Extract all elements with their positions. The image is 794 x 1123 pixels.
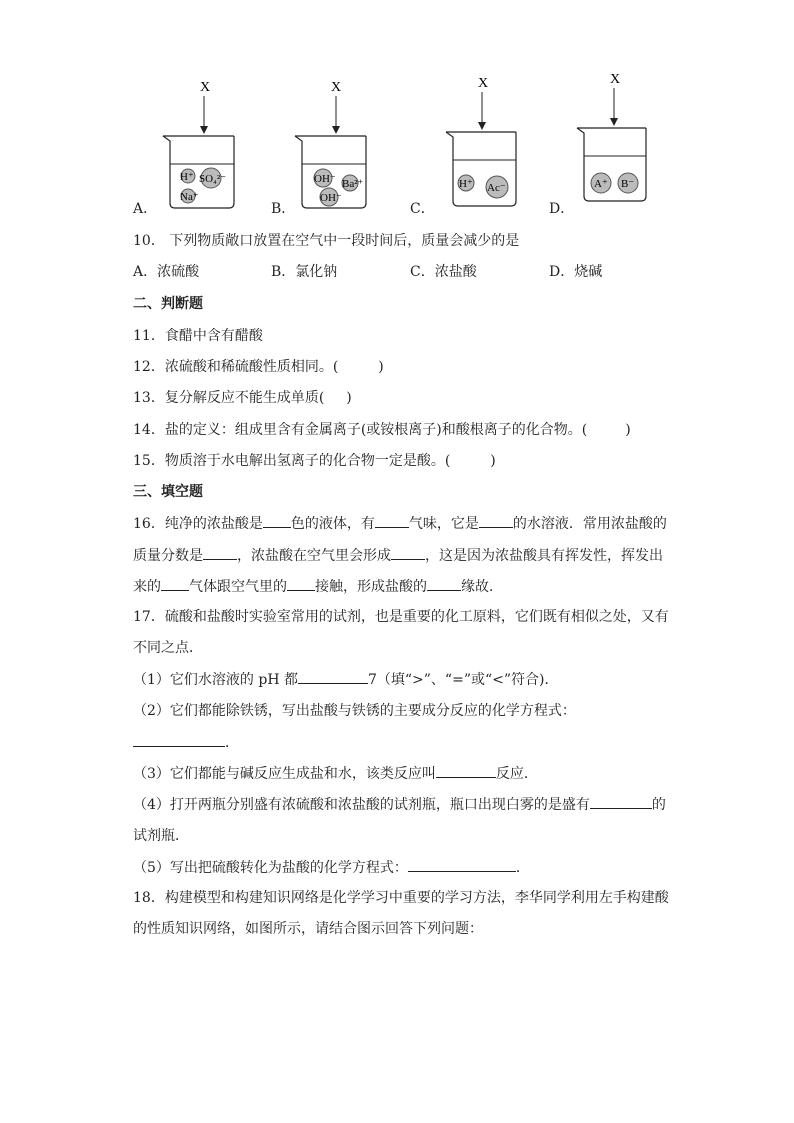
q14 — [133, 420, 631, 440]
q17-p4: （4）打开两瓶分别盛有浓硫酸和浓盐酸的试剂瓶，瓶口出现白雾的是盛有 的 — [133, 794, 666, 815]
q16-blank-1[interactable] — [263, 513, 291, 528]
ion-a-1: H⁺ — [180, 171, 194, 183]
option-b-letter: B． — [271, 201, 296, 217]
q16-blank-6[interactable] — [161, 576, 189, 591]
q11: 11．食醋中含有醋酸 — [133, 328, 263, 344]
q17-p1: （1）它们水溶液的 pH 都 7（填“>”、“=”或“<”符合)． — [133, 669, 559, 690]
ion-d-1: A⁺ — [594, 178, 608, 190]
section3-title: 三、填空题 — [133, 484, 203, 500]
ion-a-2: SO₄²⁻ — [199, 173, 227, 185]
q13-text: 13．复分解反应不能生成单质( — [133, 390, 325, 406]
ion-c-2: Ac⁻ — [487, 182, 506, 194]
ion-b-1: OH⁻ — [314, 173, 336, 185]
q10-option-c: C．浓盐酸 — [410, 264, 477, 280]
q14-paren[interactable]: ) — [625, 422, 631, 438]
q16-line3: 来的 气体跟空气里的 接触，形成盐酸的 缘故． — [133, 576, 503, 597]
beaker-c — [446, 76, 516, 206]
beaker-figures — [0, 0, 794, 230]
option-a-letter: A． — [133, 201, 158, 217]
arrow-label-b: X — [331, 80, 342, 95]
q17-blank-5[interactable] — [408, 857, 516, 872]
ion-a-3: Na⁺ — [180, 191, 199, 203]
q16-blank-7[interactable] — [287, 576, 315, 591]
arrow-label-c: X — [478, 76, 489, 91]
q12-text: 12．浓硫酸和稀硫酸性质相同。( — [133, 359, 339, 375]
section2-title: 二、判断题 — [133, 296, 203, 312]
q16-blank-2[interactable] — [375, 513, 409, 528]
beaker-b — [295, 80, 366, 208]
q10-option-d: D．烧碱 — [549, 264, 603, 280]
q17-blank-3[interactable] — [436, 763, 496, 778]
q10-option-a: A．浓硫酸 — [133, 264, 200, 280]
q18-line-1: 18．构建模型和构建知识网络是化学学习中重要的学习方法，李华同学利用左手构建酸 — [133, 890, 669, 906]
q17-blank-4[interactable] — [590, 794, 652, 809]
q12-paren[interactable]: ) — [378, 359, 384, 375]
q16-line1: 16．纯净的浓盐酸是 色的液体，有 气味，它是 的水溶液．常用浓盐酸的 — [133, 513, 667, 534]
q17-blank-1[interactable] — [298, 669, 368, 684]
q17-p2: （2）它们都能除铁锈，写出盐酸与铁锈的主要成分反应的化学方程式： — [133, 703, 576, 719]
q16-blank-8[interactable] — [427, 576, 461, 591]
q16-blank-4[interactable] — [203, 545, 237, 560]
ion-d-2: B⁻ — [621, 178, 635, 190]
q16-blank-3[interactable] — [479, 513, 513, 528]
q10-stem: 10． 下列物质敞口放置在空气中一段时间后，质量会减少的是 — [133, 233, 520, 249]
ion-b-2: Ba²⁺ — [342, 178, 364, 190]
beaker-a — [163, 80, 234, 208]
ion-b-3: OH⁻ — [320, 192, 342, 204]
q15-text: 15．物质溶于水电解出氢离子的化合物一定是酸。( — [133, 453, 451, 469]
q17-p3: （3）它们都能与碱反应生成盐和水，该类反应叫 反应． — [133, 763, 538, 784]
q17-p5: （5）写出把硫酸转化为盐酸的化学方程式： ． — [133, 857, 530, 878]
option-d-letter: D． — [549, 201, 575, 217]
q12 — [133, 357, 384, 377]
q17-blank-2[interactable] — [133, 732, 225, 747]
q13-paren[interactable]: ) — [346, 390, 352, 406]
arrow-label-d: X — [610, 72, 621, 87]
q14-text: 14．盐的定义：组成里含有金属离子(或铵根离子)和酸根离子的化合物。( — [133, 422, 588, 438]
q17-p4b: 试剂瓶． — [133, 828, 189, 844]
option-c-letter: C． — [410, 201, 435, 217]
q13 — [133, 388, 352, 408]
beaker-d — [577, 72, 646, 201]
q17-p2-answer: ． — [133, 732, 239, 753]
q18-line-2: 的性质知识网络，如图所示，请结合图示回答下列问题： — [133, 921, 483, 937]
q10-option-b: B．氯化钠 — [271, 264, 338, 280]
arrow-label-a: X — [200, 80, 211, 95]
q15-paren[interactable]: ) — [490, 453, 496, 469]
q16-line2: 质量分数是 ，浓盐酸在空气里会形成 ，这是因为浓盐酸具有挥发性，挥发出 — [133, 545, 663, 566]
q17-stem-1: 17．硫酸和盐酸时实验室常用的试剂，也是重要的化工原料，它们既有相似之处，又有 — [133, 609, 669, 625]
q15 — [133, 451, 496, 471]
q16-blank-5[interactable] — [391, 545, 425, 560]
q17-stem-2: 不同之点． — [133, 640, 203, 656]
ion-c-1: H⁺ — [459, 178, 473, 190]
